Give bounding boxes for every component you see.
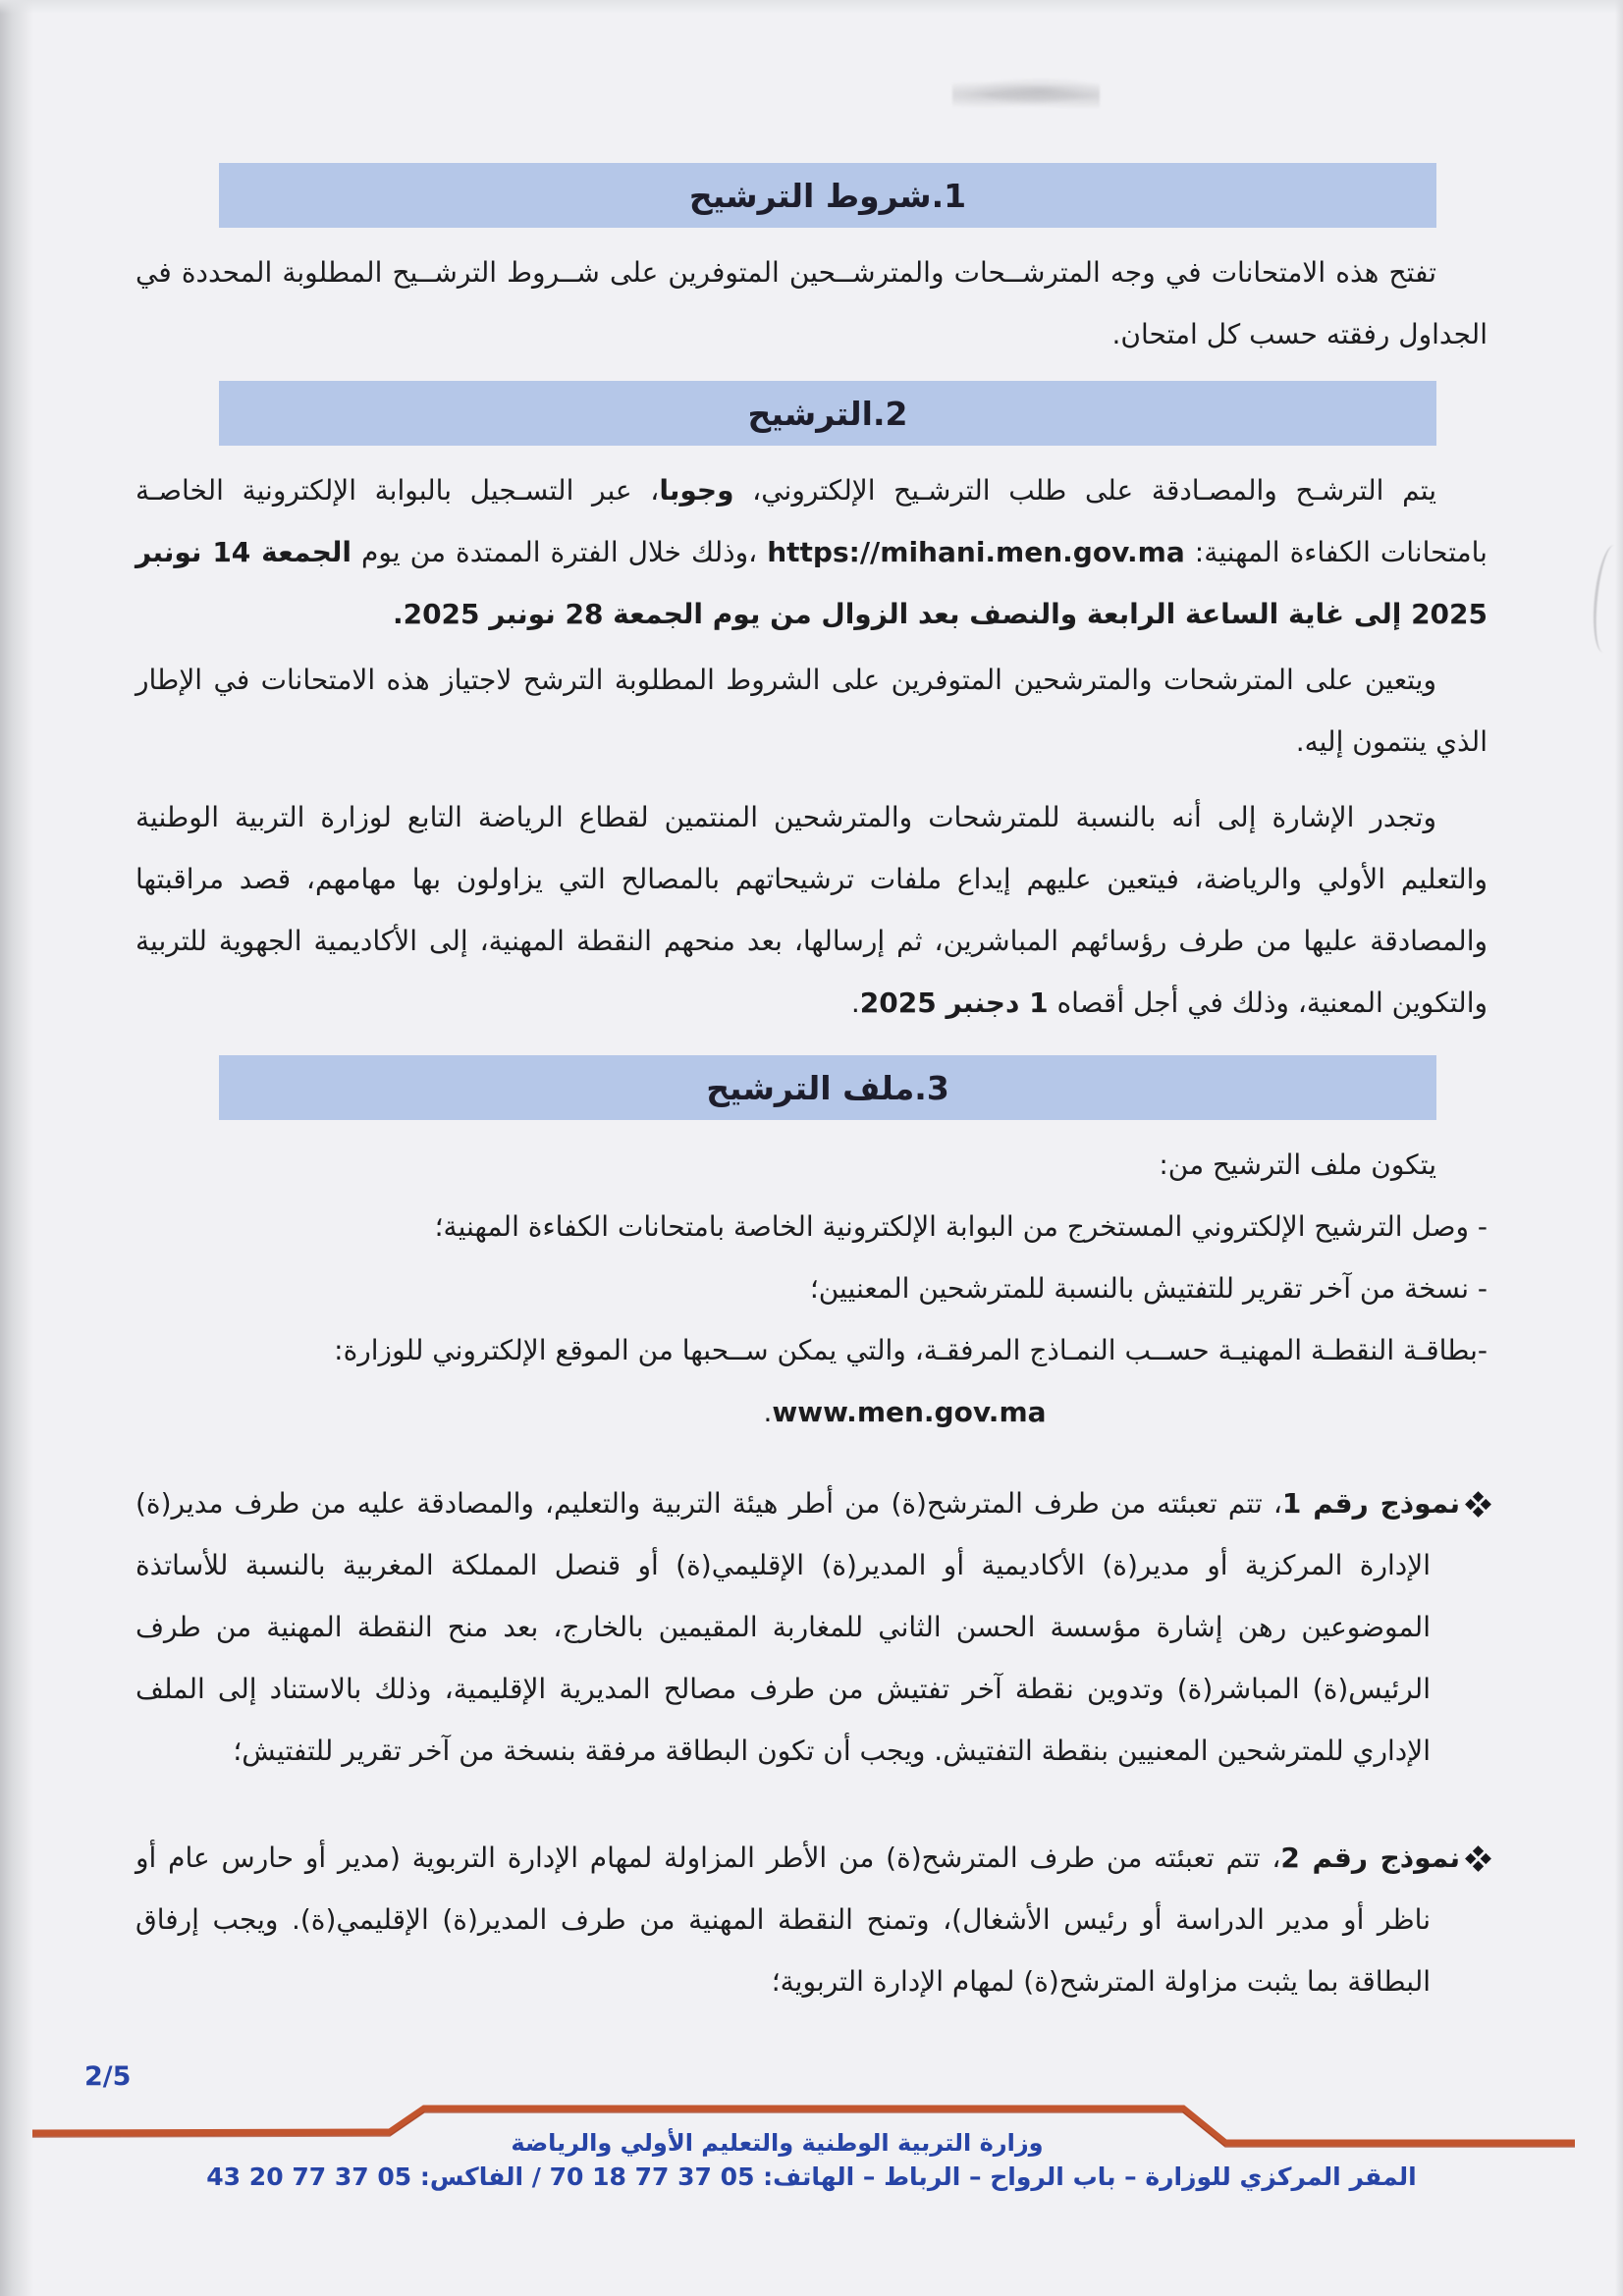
section-3-heading-bar (219, 1055, 1436, 1120)
section-2-heading-bar (219, 381, 1436, 446)
model-2-text: نموذج رقم 2، تتم تعبئته من طرف المترشح(ة) من الأطر المزاولة لمهام الإدارة التربوية (مدير أو حارس عام أو ناظر أو مدير الدراسة أو رئيس الأشغال)، وتمنح النقطة المهنية من طرف المدير(ة) الإقليمي(ة). ويجب إرفاق البطاقة بما يثبت مزاولة المترشح(ة) لمهام الإدارة التربوية؛ (135, 1842, 1460, 1998)
document-body (135, 0, 1488, 2012)
model-1-paragraph (135, 1472, 1488, 1782)
section-1-paragraph: تفتح هذه الامتحانات في وجه المترشــحات والمترشــحين المتوفرين على شــروط الترشــيح المطلوبة المحددة في الجداول رفقته حسب كل امتحان. (135, 256, 1488, 350)
section-2-title: 2.الترشيح (747, 394, 908, 433)
page-right-edge-shadow (1615, 0, 1623, 2296)
section-2-paragraph-sports-sector: وتجدر الإشارة إلى أنه بالنسبة للمترشحات والمترشحين المنتمين لقطاع الرياضة التابع لوزارة التربية الوطنية والتعليم الأولي والرياضة، فيتعين عليهم إيداع ملفات ترشيحاتهم بالمصالح التي يزاولون بها مهامهم، قصد مراقبتها والمصادقة عليها من طرف رؤسائهم المباشرين، ثم إرسالها، بعد منحهم النقطة المهنية، إلى الأكاديمية الجهوية للتربية والتكوين المعنية، وذلك في أجل أقصاه 1 دجنبر 2025. (135, 801, 1488, 1019)
diamond-bullet-icon (1465, 1491, 1491, 1518)
page-left-edge-shadow (0, 0, 33, 2296)
ministry-website-url: www.men.gov.ma. (763, 1396, 1047, 1428)
section-2-paragraph-requirements: ويتعين على المترشحات والمترشحين المتوفرين على الشروط المطلوبة الترشح لاجتياز هذه الامتحانات في الإطار الذي ينتمون إليه. (135, 664, 1488, 758)
page-number: 2/5 (84, 2061, 132, 2092)
section-2-paragraph-registration: يتم الترشـح والمصـادقة على طلب الترشـيح الإلكتروني، وجوبا، عبر التسـجيل بالبوابة الإلكترونية الخاصـة بامتحانات الكفاءة المهنية: https://mihani.men.gov.ma ،وذلك خلال الفترة الممتدة من يوم الجمعة 14 نونبر 2025 إلى غاية الساعة الرابعة والنصف بعد الزوال من يوم الجمعة 28 نونبر 2025. (135, 474, 1488, 630)
section-3-title: 3.ملف الترشيح (706, 1068, 949, 1107)
list-item-grade-card: -بطاقـة النقطـة المهنيـة حســب النمـاذج المرفقـة، والتي يمكن ســحبها من الموقع الإلكتروني للوزارة: (334, 1334, 1488, 1366)
section-1-title: 1.شروط الترشيح (688, 176, 967, 215)
model-1-text: نموذج رقم 1، تتم تعبئته من طرف المترشح(ة) من أطر هيئة التربية والتعليم، والمصادقة عليه من طرف مدير(ة) الإدارة المركزية أو مدير(ة) الأكاديمية أو المدير(ة) الإقليمي(ة) أو قنصل المملكة المغربية بالنسبة للأساتذة الموضوعين رهن إشارة مؤسسة الحسن الثاني للمغاربة المقيمين بالخارج، بعد منح النقطة المهنية من طرف الرئيس(ة) المباشر(ة) وتدوين نقطة آخر تفتيش من طرف مصالح المديرية الإقليمية، وذلك بالاستناد إلى الملف الإداري للمترشحين المعنيين بنقطة التفتيش. ويجب أن تكون البطاقة مرفقة بنسخة من آخر تقرير للتفتيش؛ (135, 1487, 1460, 1767)
diamond-bullet-icon (1465, 1845, 1491, 1872)
file-contents-intro: يتكون ملف الترشيح من: (1159, 1148, 1436, 1181)
footer-address-contacts: المقر المركزي للوزارة – باب الرواح – الرباط – الهاتف: 05 37 77 18 70 / الفاكس: 05 37 77 20 43 (206, 2163, 1417, 2191)
list-item-inspection-report: - نسخة من آخر تقرير للتفتيش بالنسبة للمترشحين المعنيين؛ (809, 1272, 1488, 1305)
footer-ministry-name: وزارة التربية الوطنية والتعليم الأولي والرياضة (511, 2129, 1044, 2157)
list-item-receipt: - وصل الترشيح الإلكتروني المستخرج من البوابة الإلكترونية الخاصة بامتحانات الكفاءة المهنية؛ (434, 1210, 1488, 1243)
section-1-heading-bar (219, 163, 1436, 228)
model-2-paragraph (135, 1827, 1488, 2012)
